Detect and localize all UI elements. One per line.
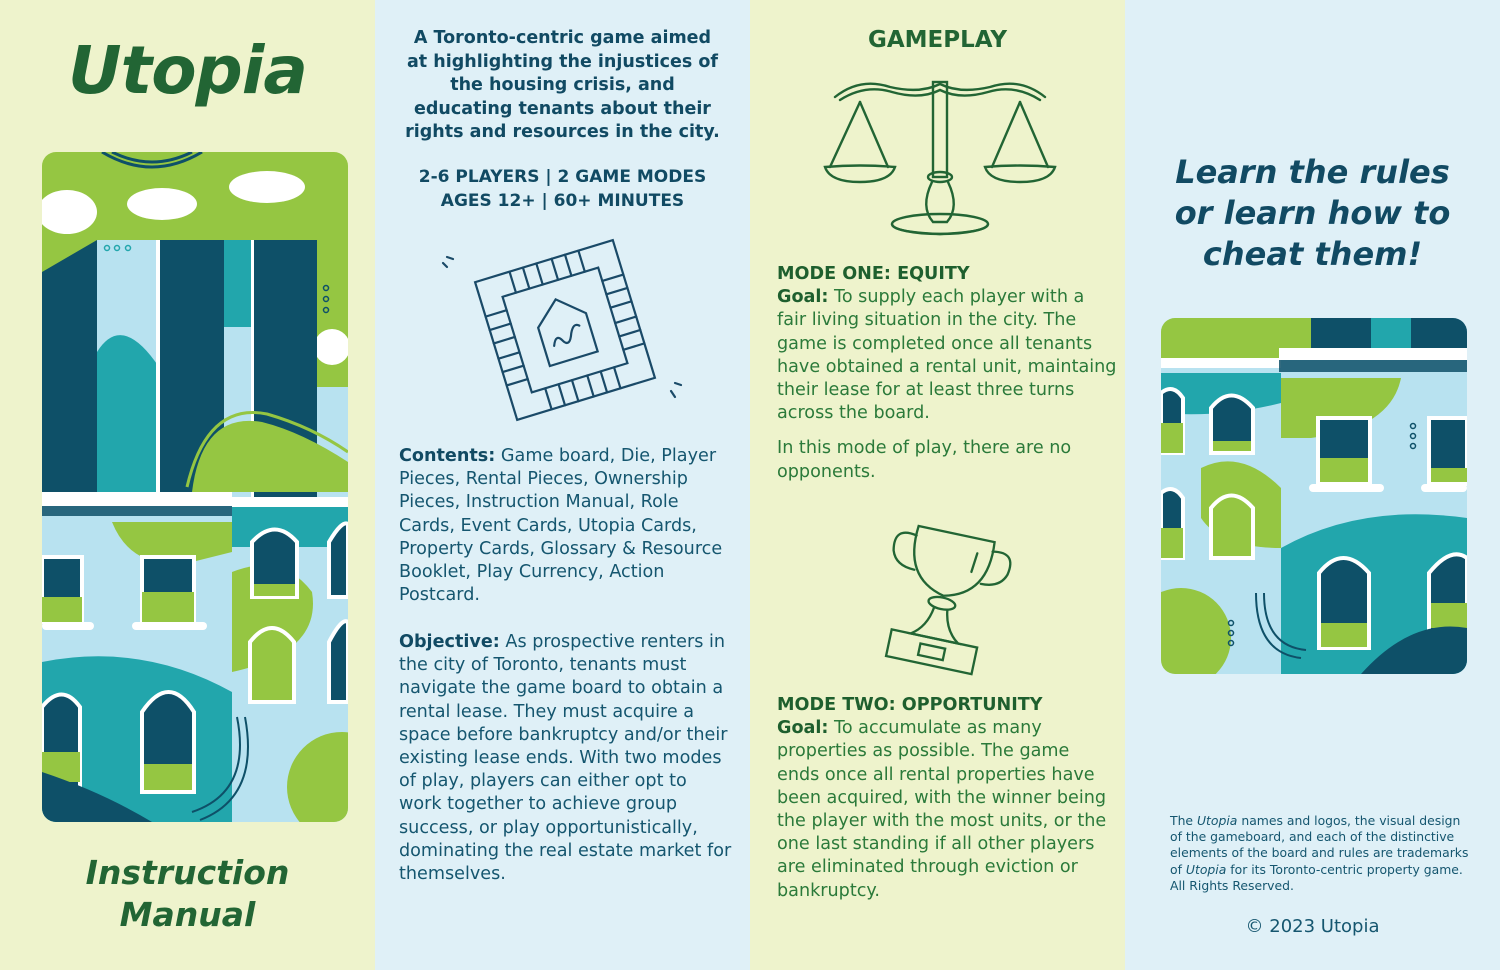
objective-text: As prospective renters in the city of Toronto, tenants must navigate the game board to obtain a rental lease. They must acquire a space before bankruptcy and/or their existing lease ends. With two modes of play, players can either opt to work together to achieve group success, or play opportunistically, dominating the real estate market for themselves. — [399, 632, 732, 885]
legal-brand-2: Utopia — [1185, 861, 1227, 877]
tagline-line1: Learn the rules — [1175, 153, 1450, 191]
legal-text-2: names and logos, the visual design of the gameboard, and each of the distinctive elements of the board and rules are trademarks of — [1170, 813, 1469, 877]
legal-notice — [1170, 813, 1470, 894]
mode-two-goal-text: To accumulate as many properties as possible. The game ends once all rental properties have been acquired, with the winner being the player with the most units, or the one last standing if all other players are eliminated through eviction or bankruptcy. — [777, 718, 1107, 901]
mode-one-section — [777, 263, 1117, 484]
game-board-icon — [425, 225, 705, 435]
stats-players-modes: 2-6 PLAYERS | 2 GAME MODES — [418, 167, 707, 187]
gameplay-panel — [750, 0, 1125, 970]
building-facade-illustration — [1161, 318, 1467, 674]
contents-label: Contents: — [399, 446, 496, 466]
mode-two-section — [777, 694, 1117, 903]
intro-panel — [375, 0, 750, 970]
tagline-line2: or learn how to — [1174, 194, 1451, 232]
objective-paragraph — [399, 631, 734, 886]
mode-two-title: MODE TWO: OPPORTUNITY — [777, 695, 1043, 715]
building-illustration — [42, 152, 348, 822]
gameplay-heading: GAMEPLAY — [867, 27, 1008, 53]
mode-one-goal-label: Goal: — [777, 287, 829, 308]
legal-brand-1: Utopia — [1196, 813, 1238, 828]
objective-label: Objective: — [399, 632, 500, 652]
mode-two-goal-label: Goal: — [777, 718, 829, 739]
manual-title-line2: Manual — [119, 895, 256, 934]
contents-text: Game board, Die, Player Pieces, Rental Pieces, Ownership Pieces, Instruction Manual, Role Cards, Event Cards, Utopia Cards, Property Cards, Glossary & Resource Booklet, Play Currency, Action Postcard. — [399, 446, 723, 606]
tagline-line3: cheat them! — [1202, 235, 1423, 273]
manual-title-line1: Instruction — [85, 853, 290, 892]
contents-paragraph — [399, 445, 734, 607]
manual-title — [0, 852, 375, 936]
legal-text-3: for its Toronto-centric property game. All Rights Reserved. — [1170, 861, 1463, 893]
legal-text-1: The — [1170, 813, 1197, 828]
cover-panel — [0, 0, 375, 970]
mode-one-goal-text: To supply each player with a fair living situation in the city. The game is completed once all tenants have obtained a rental unit, maintaing their lease for at least three turns across the board. — [777, 287, 1117, 424]
mode-one-title: MODE ONE: EQUITY — [777, 264, 970, 284]
game-stats — [395, 166, 730, 213]
tagline — [1125, 152, 1500, 275]
scales-of-justice-icon — [820, 72, 1060, 237]
mode-one-note: In this mode of play, there are no opponents. — [777, 438, 1072, 482]
intro-paragraph: A Toronto-centric game aimed at highlighting the injustices of the housing crisis, and educating tenants about their rights and resources in the city. — [405, 28, 720, 142]
copyright: © 2023 Utopia — [1245, 916, 1380, 937]
brand-title: Utopia — [68, 32, 307, 109]
trophy-icon — [860, 518, 1025, 683]
stats-ages-duration: AGES 12+ | 60+ MINUTES — [440, 190, 685, 211]
